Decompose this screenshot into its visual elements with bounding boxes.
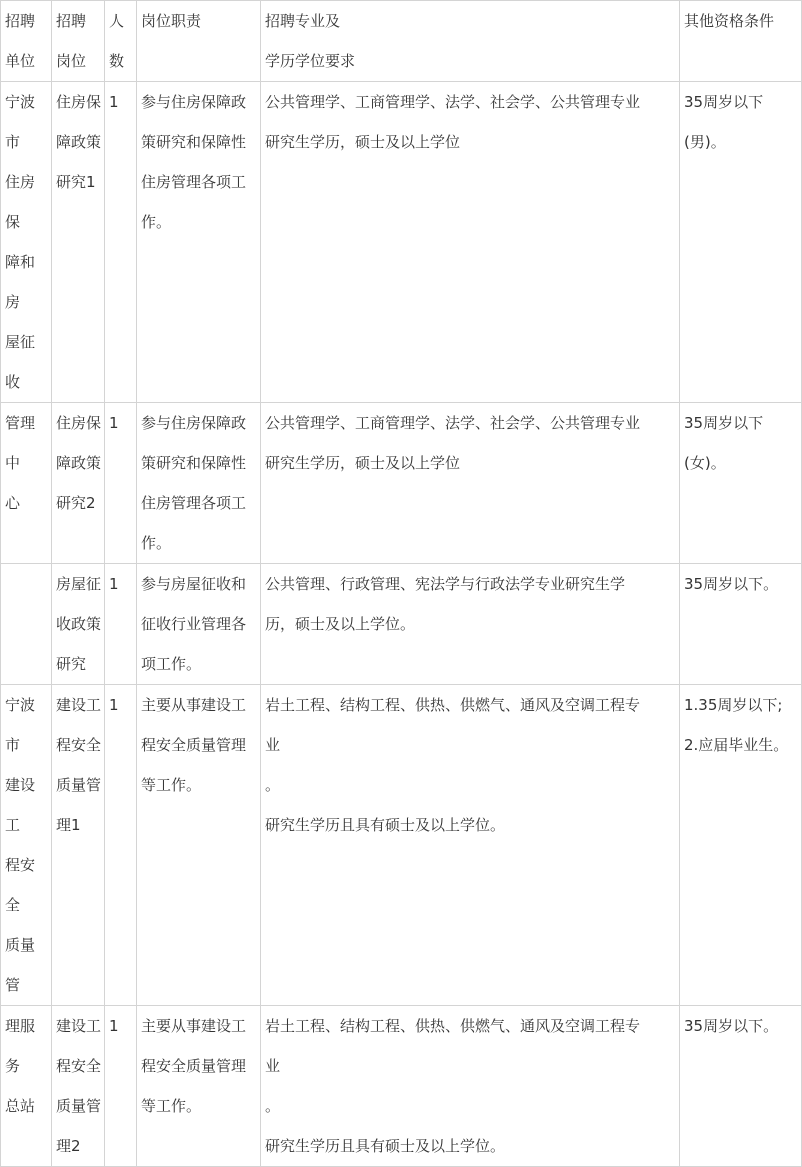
cell-duty: 主要从事建设工 程安全质量管理 等工作。 xyxy=(137,685,261,1006)
cell-major: 公共管理、行政管理、宪法学与行政法学专业研究生学 历，硕士及以上学位。 xyxy=(261,564,680,685)
cell-position: 建设工 程安全 质量管 理1 xyxy=(52,685,105,1006)
cell-major: 岩土工程、结构工程、供热、供燃气、通风及空调工程专 业 。 研究生学历且具有硕士及以上学位。 xyxy=(261,685,680,1006)
cell-count: 1 xyxy=(105,685,137,1006)
table-row xyxy=(1,685,802,1006)
cell-other: 35周岁以下。 xyxy=(680,564,802,685)
cell-position: 住房保 障政策 研究1 xyxy=(52,82,105,403)
header-count: 人 数 xyxy=(105,1,137,82)
cell-major: 岩土工程、结构工程、供热、供燃气、通风及空调工程专 业 。 研究生学历且具有硕士及以上学位。 xyxy=(261,1006,680,1167)
table-header-row xyxy=(1,1,802,82)
table-row xyxy=(1,564,802,685)
cell-position: 建设工 程安全 质量管 理2 xyxy=(52,1006,105,1167)
cell-position: 房屋征 收政策 研究 xyxy=(52,564,105,685)
cell-count: 1 xyxy=(105,82,137,403)
header-position: 招聘 岗位 xyxy=(52,1,105,82)
cell-duty: 参与住房保障政 策研究和保障性 住房管理各项工 作。 xyxy=(137,82,261,403)
table-row xyxy=(1,403,802,564)
cell-unit: 管理中 心 xyxy=(1,403,52,564)
cell-other: 1.35周岁以下; 2.应届毕业生。 xyxy=(680,685,802,1006)
header-other: 其他资格条件 xyxy=(680,1,802,82)
table-row xyxy=(1,82,802,403)
cell-unit: 宁波市 建设工 程安全 质量管 xyxy=(1,685,52,1006)
table-row xyxy=(1,1006,802,1167)
cell-duty: 参与住房保障政 策研究和保障性 住房管理各项工 作。 xyxy=(137,403,261,564)
cell-unit: 宁波市 住房保 障和房 屋征收 xyxy=(1,82,52,403)
header-unit: 招聘 单位 xyxy=(1,1,52,82)
cell-count: 1 xyxy=(105,564,137,685)
cell-major: 公共管理学、工商管理学、法学、社会学、公共管理专业 研究生学历，硕士及以上学位 xyxy=(261,403,680,564)
cell-position: 住房保 障政策 研究2 xyxy=(52,403,105,564)
cell-count: 1 xyxy=(105,403,137,564)
cell-duty: 主要从事建设工 程安全质量管理 等工作。 xyxy=(137,1006,261,1167)
cell-unit xyxy=(1,564,52,685)
cell-duty: 参与房屋征收和 征收行业管理各 项工作。 xyxy=(137,564,261,685)
cell-unit: 理服务 总站 xyxy=(1,1006,52,1167)
cell-other: 35周岁以下。 xyxy=(680,1006,802,1167)
header-major: 招聘专业及 学历学位要求 xyxy=(261,1,680,82)
cell-other: 35周岁以下 (女)。 xyxy=(680,403,802,564)
cell-major: 公共管理学、工商管理学、法学、社会学、公共管理专业 研究生学历，硕士及以上学位 xyxy=(261,82,680,403)
header-duty: 岗位职责 xyxy=(137,1,261,82)
cell-other: 35周岁以下 (男)。 xyxy=(680,82,802,403)
cell-count: 1 xyxy=(105,1006,137,1167)
